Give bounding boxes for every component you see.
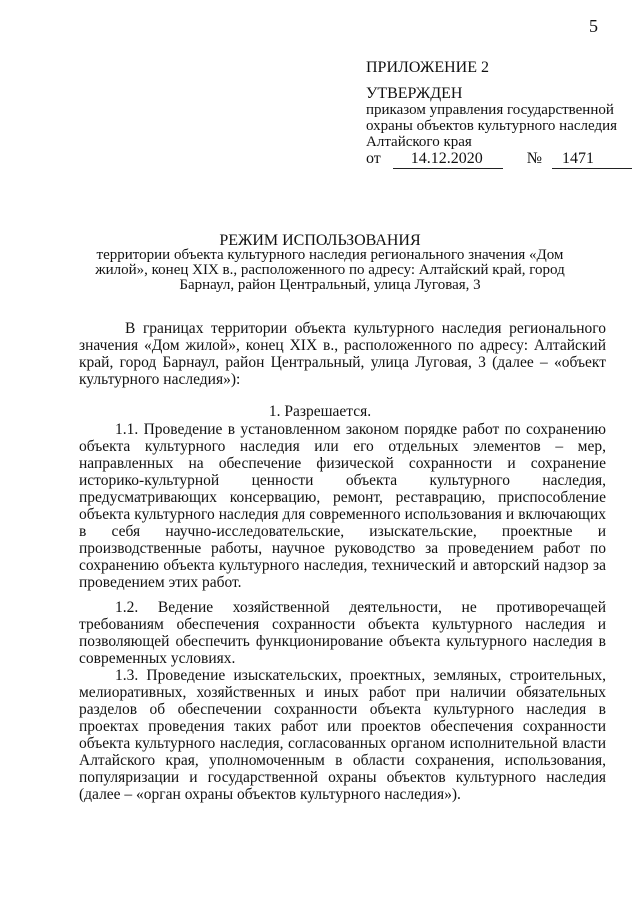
number-label: № xyxy=(526,150,543,167)
appendix-title: ПРИЛОЖЕНИЕ 2 xyxy=(366,59,490,76)
document-title: РЕЖИМ ИСПОЛЬЗОВАНИЯ xyxy=(219,232,421,249)
clause-1-1: 1.1. Проведение в установленном законом порядке работ по сохранению объекта культурного наследия или его отдельных элементов – мер, направленных на обеспечение физической сохранности и сохранение историко-культурной ценности объекта культурного наследия, предусматривающих консервацию, ремонт, реставрацию, приспособление объекта культурного наследия для современного использования и включающих в себя научно-исследовательские, изыскательские, проектные и производственные работы, научное руководство за проведением работ по сохранению объекта культурного наследия, технический и авторский надзор за проведением этих работ. xyxy=(79,421,606,591)
approved-by-text: приказом управления государственной охраны объектов культурного наследия Алтайского края xyxy=(366,102,618,150)
clause-1-2: 1.2. Ведение хозяйственной деятельности, не противоречащей требованиям обеспечения сохранности объекта культурного наследия и позволяющей обеспечить функционирование объекта культурного наследия в современных условиях. xyxy=(79,599,606,667)
approval-number: 1471 xyxy=(552,150,632,169)
approval-date-number xyxy=(366,150,632,169)
approval-date: 14.12.2020 xyxy=(393,150,503,169)
date-prefix: от xyxy=(366,150,381,167)
section-heading: 1. Разрешается. xyxy=(268,403,372,420)
intro-paragraph: В границах территории объекта культурного наследия регионального значения «Дом жилой», конец XIX в., расположенного по адресу: Алтайский край, город Барнаул, район Центральный, улица Луговая, 3 (далее – «объект культурного наследия»): xyxy=(79,320,606,388)
clause-1-3: 1.3. Проведение изыскательских, проектных, земляных, строительных, мелиоративных, хозяйственных и иных работ при наличии обязательных разделов об обеспечении сохранности объекта культурного наследия в проектах проведения таких работ или проектов обеспечения сохранности объекта культурного наследия, согласованных органом исполнительной власти Алтайского края, уполномоченным в области сохранения, использования, популяризации и государственной охраны объектов культурного наследия (далее – «орган охраны объектов культурного наследия»). xyxy=(79,667,606,803)
approval-block xyxy=(366,60,626,150)
document-subtitle: территории объекта культурного наследия регионального значения «Дом жилой», конец XIX в., расположенного по адресу: Алтайский край, город Барнаул, район Центральный, улица Луговая, 3 xyxy=(95,247,565,293)
approved-label: УТВЕРЖДЕН xyxy=(366,85,463,102)
page-number: 5 xyxy=(589,16,598,36)
